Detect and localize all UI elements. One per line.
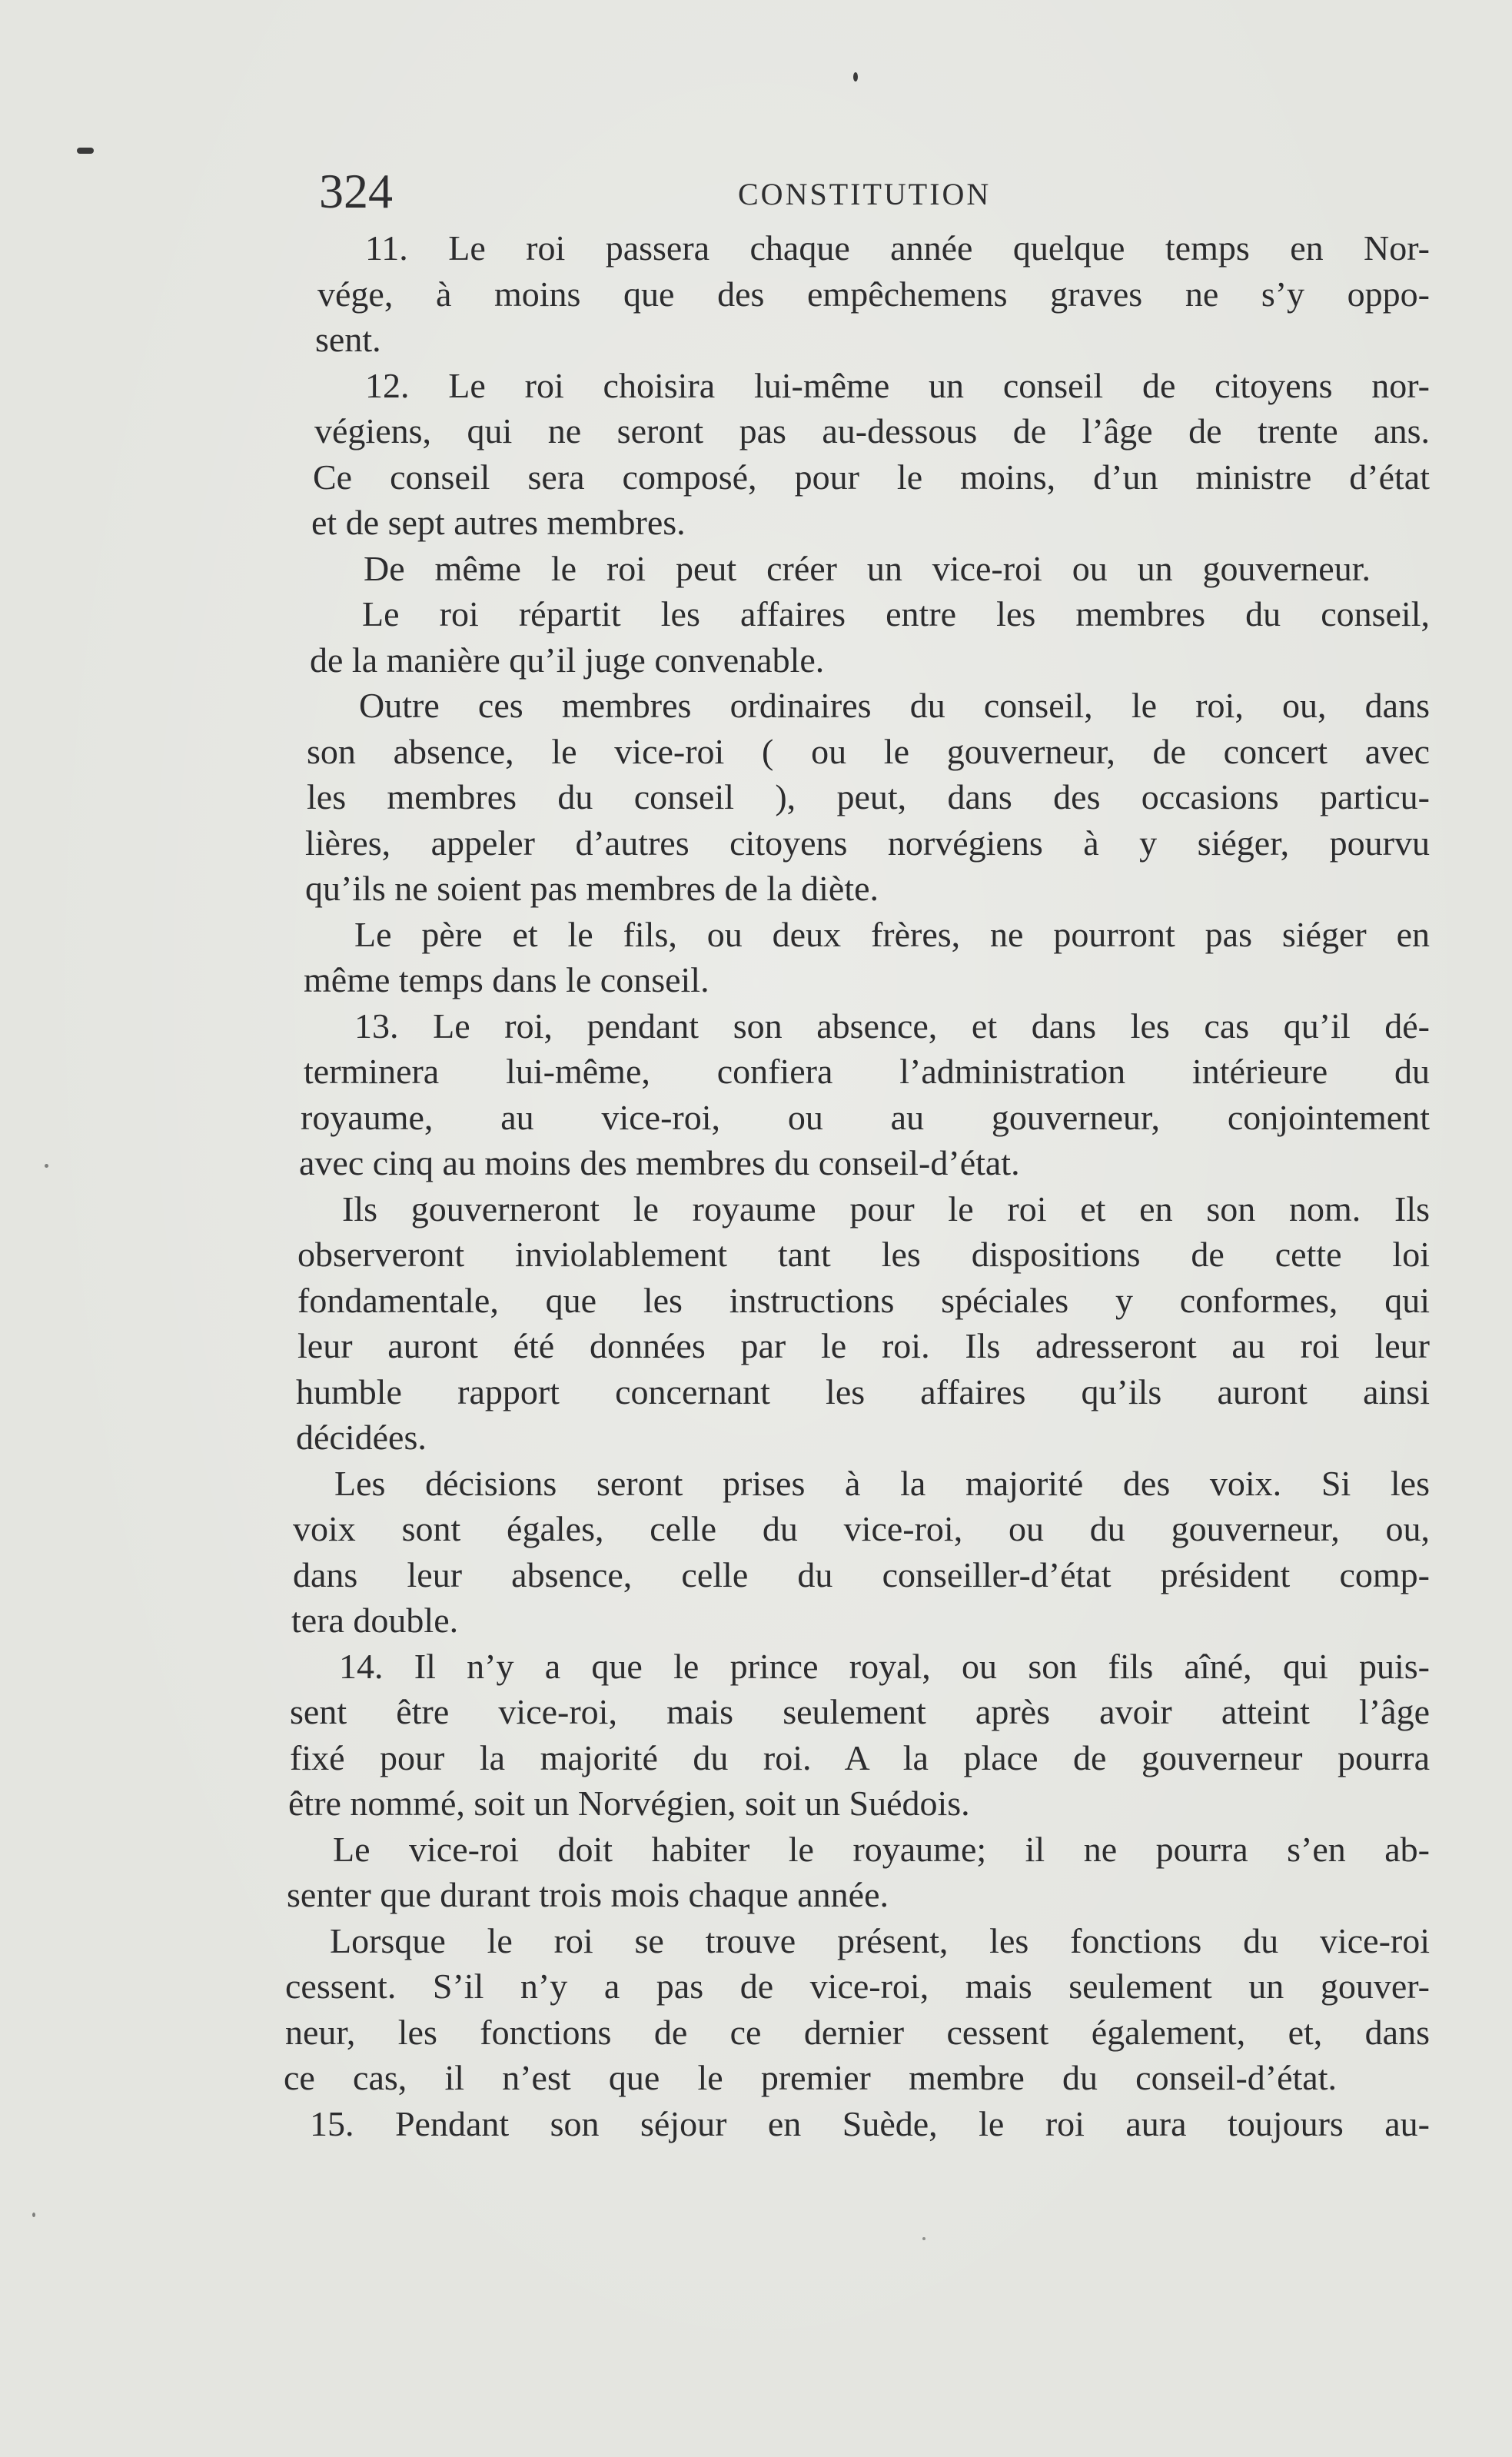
- text-line: les membres du conseil ), peut, dans des occasions particu-: [307, 777, 1430, 816]
- text-line: observeront inviolablement tant les dispositions de cette loi: [297, 1235, 1430, 1274]
- page-header: [319, 165, 1426, 218]
- text-line: de la manière qu’il juge convenable.: [310, 640, 825, 680]
- text-line: senter que durant trois mois chaque année.: [287, 1875, 889, 1914]
- text-line: ce cas, il n’est que le premier membre du conseil-d’état.: [284, 2058, 1337, 2097]
- text-line: être nommé, soit un Norvégien, soit un Suédois.: [288, 1784, 970, 1823]
- ink-speck: [32, 2213, 35, 2217]
- text-line: Ils gouverneront le royaume pour le roi et en son nom. Ils: [342, 1189, 1430, 1228]
- text-line: vége, à moins que des empêchemens graves ne s’y oppo-: [317, 274, 1430, 314]
- text-line: tera double.: [291, 1601, 459, 1640]
- text-line: Ce conseil sera composé, pour le moins, d’un ministre d’état: [313, 457, 1430, 497]
- text-line: même temps dans le conseil.: [304, 960, 709, 999]
- text-line: 11. Le roi passera chaque année quelque temps en Nor-: [365, 228, 1430, 268]
- text-line: cessent. S’il n’y a pas de vice-roi, mais seulement un gouver-: [285, 1967, 1430, 2006]
- text-line: lières, appeler d’autres citoyens norvégiens à y siéger, pourvu: [305, 823, 1430, 863]
- text-line: Le roi répartit les affaires entre les membres du conseil,: [362, 594, 1430, 633]
- text-line: avec cinq au moins des membres du conseil-d’état.: [299, 1143, 1020, 1182]
- text-line: fondamentale, que les instructions spéciales y conformes, qui: [297, 1280, 1430, 1320]
- text-line: dans leur absence, celle du conseiller-d’état président comp-: [293, 1554, 1430, 1594]
- text-line: 12. Le roi choisira lui-même un conseil de citoyens nor-: [365, 365, 1430, 405]
- text-line: 14. Il n’y a que le prince royal, ou son fils aîné, qui puis-: [339, 1646, 1430, 1686]
- text-line: voix sont égales, celle du vice-roi, ou du gouverneur, ou,: [293, 1509, 1430, 1548]
- text-line: 13. Le roi, pendant son absence, et dans les cas qu’il dé-: [354, 1006, 1430, 1046]
- page-number: 324: [319, 164, 393, 218]
- text-line: 15. Pendant son séjour en Suède, le roi aura toujours au-: [310, 2103, 1430, 2143]
- text-line: neur, les fonctions de ce dernier cessent également, et, dans: [285, 2012, 1430, 2052]
- text-line: Le père et le fils, ou deux frères, ne pourront pas siéger en: [354, 914, 1430, 954]
- text-line: fixé pour la majorité du roi. A la place de gouverneur pourra: [290, 1737, 1430, 1777]
- body-text: [284, 225, 1430, 2163]
- text-line: décidées.: [296, 1418, 427, 1457]
- text-line: humble rapport concernant les affaires qu’ils auront ainsi: [296, 1371, 1430, 1411]
- text-line: qu’ils ne soient pas membres de la diète.: [305, 869, 879, 908]
- text-line: leur auront été données par le roi. Ils adresseront au roi leur: [297, 1326, 1430, 1365]
- text-line: son absence, le vice-roi ( ou le gouverneur, de concert avec: [307, 731, 1430, 771]
- ink-speck: [45, 1164, 48, 1168]
- text-line: Lorsque le roi se trouve présent, les fonctions du vice-roi: [330, 1920, 1430, 1960]
- ink-speck: [922, 2237, 925, 2240]
- text-line: De même le roi peut créer un vice-roi ou un gouverneur.: [364, 548, 1371, 588]
- text-line: Le vice-roi doit habiter le royaume; il ne pourra s’en ab-: [333, 1829, 1430, 1869]
- text-line: et de sept autres membres.: [311, 503, 686, 542]
- text-line: royaume, au vice-roi, ou au gouverneur, conjointement: [301, 1097, 1430, 1137]
- text-line: terminera lui-même, confiera l’administration intérieure du: [304, 1052, 1430, 1091]
- ink-speck: [853, 72, 858, 81]
- text-line: Outre ces membres ordinaires du conseil, le roi, ou, dans: [359, 686, 1430, 725]
- text-line: végiens, qui ne seront pas au-dessous de l’âge de trente ans.: [314, 411, 1430, 451]
- text-line: Les décisions seront prises à la majorité des voix. Si les: [334, 1463, 1430, 1503]
- ink-speck: [77, 148, 94, 154]
- running-head: CONSTITUTION: [738, 177, 992, 211]
- text-line: sent être vice-roi, mais seulement après avoir atteint l’âge: [290, 1692, 1430, 1731]
- text-line: sent.: [315, 320, 381, 359]
